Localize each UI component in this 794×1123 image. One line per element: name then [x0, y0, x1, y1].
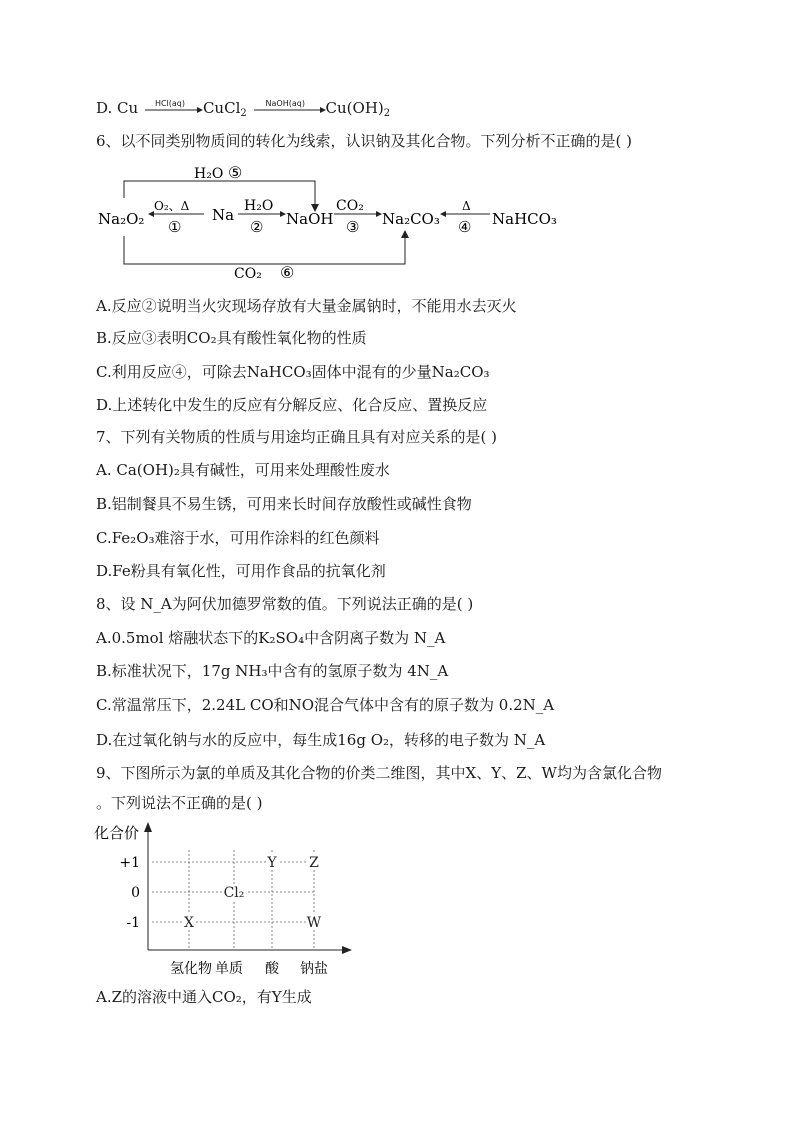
x-tick-label: 钠盐 [300, 961, 328, 977]
q7-option-d: D.Fe粉具有氧化性，可用作食品的抗氧化剂 [96, 562, 386, 580]
y-tick-label: -1 [126, 915, 140, 931]
point-label-Y: Y [267, 855, 277, 871]
q5d-prefix: D. Cu [96, 99, 139, 117]
q7-stem: 7、下列有关物质的性质与用途均正确且具有对应关系的是( ) [96, 428, 498, 446]
q6-option-b: B.反应③表明CO₂具有酸性氧化物的性质 [96, 329, 367, 347]
r1-num: ① [168, 218, 182, 236]
q9-stem-line2: 。下列说法不正确的是( ) [96, 794, 263, 812]
y-axis-arrow-icon [144, 822, 152, 832]
x-tick-label: 单质 [215, 961, 243, 977]
chart-ylabel: 化合价 [94, 824, 140, 842]
r5-num: ⑤ [228, 163, 243, 182]
chart-points [183, 854, 322, 931]
q9-valence-class-chart [94, 820, 364, 980]
chart-yticks [119, 855, 140, 931]
point-label-Cl₂: Cl₂ [223, 885, 245, 901]
q6-option-a: A.反应②说明当火灾现场存放有大量金属钠时，不能用水去灭火 [96, 297, 517, 315]
q5d-end: Cu(OH) [325, 99, 384, 117]
q5-option-d [96, 98, 390, 118]
species-na: Na [212, 206, 235, 224]
r5-label: H₂O [194, 166, 224, 182]
q7-option-c: C.Fe₂O₃难溶于水，可用作涂料的红色颜料 [96, 529, 380, 547]
r4-num: ④ [458, 218, 472, 236]
species-nahco3: NaHCO₃ [492, 210, 557, 228]
x-axis-arrow-icon [342, 946, 352, 954]
q6-option-d: D.上述转化中发生的反应有分解反应、化合反应、置换反应 [96, 396, 488, 414]
q8-option-b: B.标准状况下，17g NH₃中含有的氢原子数为 4N_A [96, 662, 449, 680]
r1-label: O₂、Δ [154, 199, 190, 213]
point-label-Z: Z [309, 855, 319, 871]
r6-label: CO₂ [234, 266, 262, 278]
q5d-mid: CuCl [202, 99, 241, 117]
species-na2o2: Na₂O₂ [98, 210, 145, 228]
r2-num: ② [250, 218, 264, 236]
q6-sodium-diagram [90, 158, 690, 278]
species-na2co3: Na₂CO₃ [382, 210, 440, 228]
r6-num: ⑥ [280, 263, 295, 278]
q8-option-d: D.在过氧化钠与水的反应中，每生成16g O₂，转移的电子数为 N_A [96, 731, 546, 749]
right-arrow-icon [143, 102, 203, 116]
q6-stem: 6、以不同类别物质间的转化为线索，认识钠及其化合物。下列分析不正确的是( ) [96, 132, 633, 150]
q8-stem: 8、设 N_A为阿伏加德罗常数的值。下列说法正确的是( ) [96, 595, 474, 613]
q8-option-c: C.常温常压下，2.24L CO和NO混合气体中含有的原子数为 0.2N_A [96, 696, 555, 714]
q9-stem-line1: 9、下图所示为氯的单质及其化合物的价类二维图，其中X、Y、Z、W均为含氯化合物 [96, 764, 662, 782]
point-label-W: W [306, 915, 322, 931]
r4-label: Δ [462, 199, 471, 213]
q5d-end-sub: 2 [383, 108, 391, 119]
q5d-arrow2 [252, 99, 326, 116]
q5d-reagent1: HCl(aq) [154, 99, 185, 108]
q5d-mid-sub: 2 [240, 108, 247, 119]
x-tick-label: 酸 [265, 961, 279, 977]
chart-xticks [170, 960, 328, 977]
y-tick-label: +1 [119, 855, 140, 871]
q7-option-b: B.铝制餐具不易生锈，可用来长时间存放酸性或碱性食物 [96, 495, 472, 513]
r3-num: ③ [346, 218, 360, 236]
x-tick-label: 氢化物 [170, 961, 212, 977]
q8-option-a: A.0.5mol 熔融状态下的K₂SO₄中含阴离子数为 N_A [96, 629, 446, 647]
q5d-reagent2: NaOH(aq) [265, 99, 305, 108]
right-arrow-icon [252, 102, 326, 116]
q9-option-a: A.Z的溶液中通入CO₂，有Y生成 [96, 988, 312, 1006]
species-naoh: NaOH [286, 210, 334, 228]
point-label-X: X [184, 915, 194, 931]
q6-option-c: C.利用反应④，可除去NaHCO₃固体中混有的少量Na₂CO₃ [96, 363, 490, 381]
y-tick-label: 0 [131, 885, 140, 901]
q7-option-a: A. Ca(OH)₂具有碱性，可用来处理酸性废水 [96, 461, 390, 479]
r3-label: CO₂ [336, 198, 364, 214]
r2-label: H₂O [244, 198, 274, 214]
q5d-arrow1 [143, 99, 203, 116]
